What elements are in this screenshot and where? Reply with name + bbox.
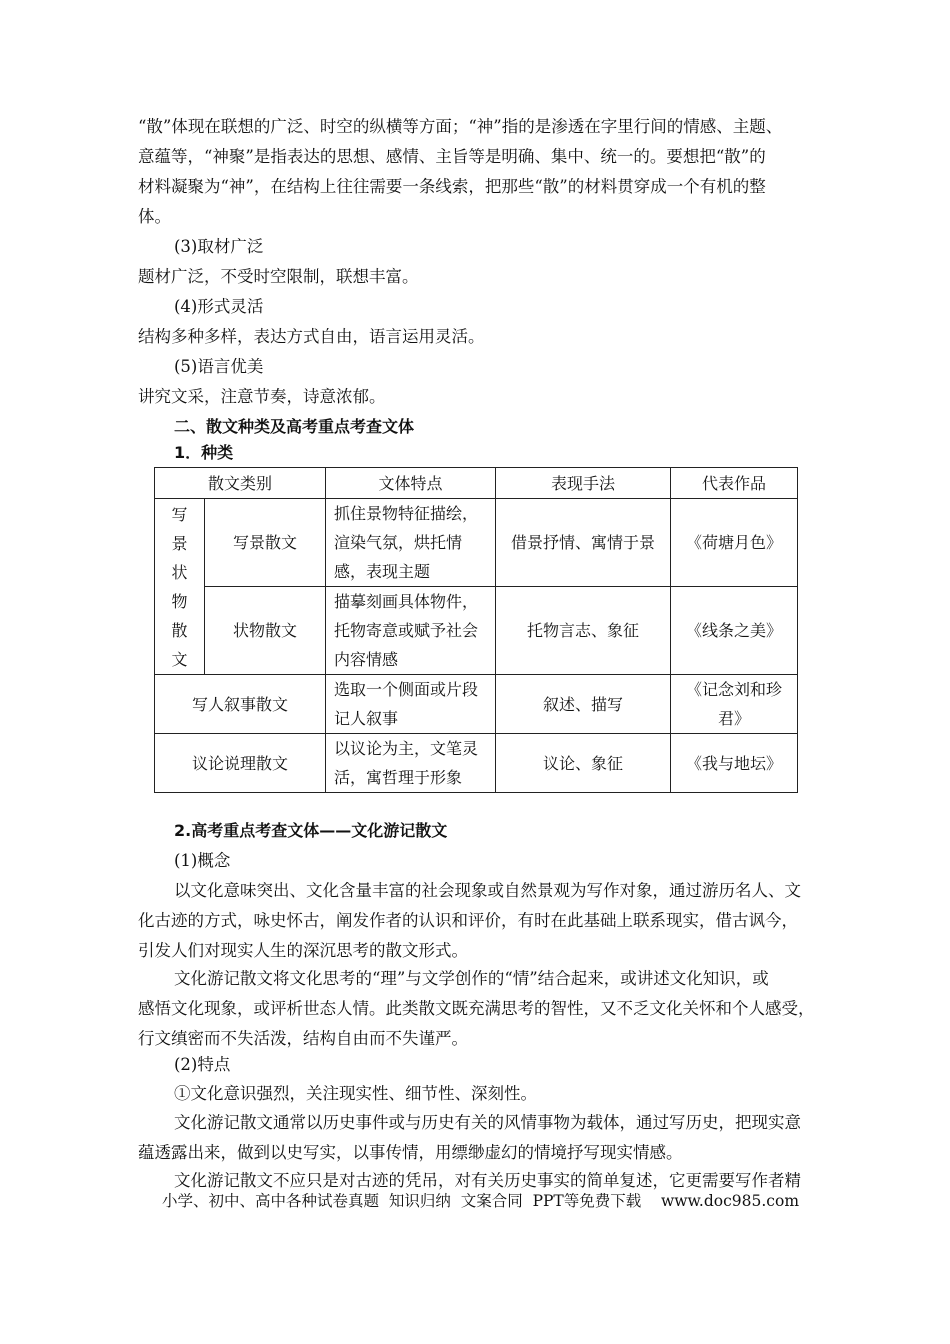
feature-desc: 结构多种多样，表达方式自由，语言运用灵活。 (138, 327, 485, 346)
group-label-char: 文 (171, 649, 188, 669)
subsection-heading: 2.高考重点考查文体——文化游记散文 (174, 821, 448, 840)
group-label-char: 写 (171, 504, 188, 524)
text-line: 材料凝聚为“神”，在结构上往往需要一条线索，把那些“散”的材料贯穿成一个有机的整 (138, 177, 766, 196)
method-cell: 托物言志、象征 (496, 587, 671, 675)
group-label-char: 景 (171, 533, 188, 553)
traits-paragraph (138, 1108, 828, 1168)
work-cell: 《线条之美》 (671, 587, 798, 675)
table-header-cell: 代表作品 (671, 468, 798, 499)
table-header-cell: 表现手法 (496, 468, 671, 499)
work-cell: 《荷塘月色》 (671, 499, 798, 587)
text-line: 文化游记散文将文化思考的“理”与文学创作的“情”结合起来，或讲述文化知识，或 (174, 969, 769, 988)
traits-paragraph: 文化游记散文不应只是对古迹的凭吊，对有关历史事实的简单复述，它更需要写作者精 (174, 1171, 801, 1190)
text-line: 行文缜密而不失活泼，结构自由而不失谨严。 (138, 1029, 468, 1048)
traits-point: ①文化意识强烈，关注现实性、细节性、深刻性。 (174, 1084, 537, 1103)
traits-cell: 抓住景物特征描绘，渲染气氛，烘托情感，表现主题 (326, 499, 496, 587)
prose-types-table (154, 467, 798, 793)
text-line: 化古迹的方式，咏史怀古，阐发作者的认识和评价，有时在此基础上联系现实，借古讽今， (138, 911, 798, 930)
text-line: 文化游记散文通常以历史事件或与历史有关的风情事物为载体，通过写历史，把现实意 (174, 1113, 801, 1132)
traits-cell: 选取一个侧面或片段记人叙事 (326, 675, 496, 734)
concept-paragraph (138, 876, 828, 966)
feature-desc: 讲究文采，注意节奏，诗意浓郁。 (138, 387, 386, 406)
group-label-char: 散 (171, 620, 188, 640)
table-row (155, 734, 798, 793)
text-line: 引发人们对现实人生的深沉思考的散文形式。 (138, 941, 468, 960)
traits-title: (2)特点 (174, 1055, 231, 1074)
table-header-row (155, 468, 798, 499)
table-row (155, 499, 798, 587)
traits-cell: 描摹刻画具体物件，托物寄意或赋予社会内容情感 (326, 587, 496, 675)
feature-title: (4)形式灵活 (174, 297, 264, 316)
type-cell: 状物散文 (205, 587, 326, 675)
table-header-cell: 散文类别 (155, 468, 326, 499)
text-line: 体。 (138, 207, 171, 226)
feature-title: (3)取材广泛 (174, 237, 264, 256)
section-heading: 二、散文种类及高考重点考查文体 (174, 417, 415, 436)
text-line: 蕴透露出来，做到以史写实，以事传情，用缥缈虚幻的情境抒写现实情感。 (138, 1143, 683, 1162)
table-row (155, 587, 798, 675)
subsection-heading: 1．种类 (174, 443, 234, 462)
type-cell: 写景散文 (205, 499, 326, 587)
work-cell: 《记念刘和珍君》 (671, 675, 798, 734)
group-label-cell (155, 499, 205, 675)
table-header-cell: 文体特点 (326, 468, 496, 499)
intro-paragraph (138, 112, 828, 232)
group-label-char: 物 (171, 591, 188, 611)
text-line: 意蕴等，“神聚”是指表达的思想、感情、主旨等是明确、集中、统一的。要想把“散”的 (138, 147, 766, 166)
feature-title: (5)语言优美 (174, 357, 264, 376)
page-footer: 小学、初中、高中各种试卷真题 知识归纳 文案合同 PPT等免费下载 www.doc985.com (162, 1192, 800, 1210)
method-cell: 叙述、描写 (496, 675, 671, 734)
group-label-char: 状 (171, 562, 188, 582)
method-cell: 议论、象征 (496, 734, 671, 793)
table-row (155, 675, 798, 734)
type-cell: 议论说理散文 (155, 734, 326, 793)
text-line: “散”体现在联想的广泛、时空的纵横等方面；“神”指的是渗透在字里行间的情感、主题、 (138, 117, 783, 136)
concept-title: (1)概念 (174, 851, 231, 870)
concept-paragraph (138, 964, 828, 1054)
type-cell: 写人叙事散文 (155, 675, 326, 734)
work-cell: 《我与地坛》 (671, 734, 798, 793)
feature-desc: 题材广泛，不受时空限制，联想丰富。 (138, 267, 419, 286)
traits-cell: 以议论为主，文笔灵活，寓哲理于形象 (326, 734, 496, 793)
text-line: 感悟文化现象，或评析世态人情。此类散文既充满思考的智性，又不乏文化关怀和个人感受， (138, 999, 815, 1018)
text-line: 以文化意味突出、文化含量丰富的社会现象或自然景观为写作对象，通过游历名人、文 (174, 881, 801, 900)
method-cell: 借景抒情、寓情于景 (496, 499, 671, 587)
